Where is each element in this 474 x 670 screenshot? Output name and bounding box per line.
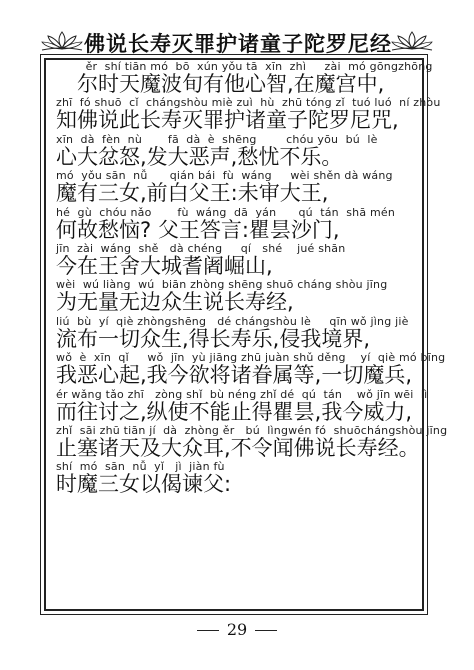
lotus-ornament-icon [40,30,84,54]
hanzi: 何故愁恼? 父王答言:瞿昙沙门, [56,217,340,242]
pinyin: zhī fó shuō cǐ chángshòu miè zuì hù zhū tóng zǐ tuó luó ní zhòu [56,96,441,110]
hanzi: 而往讨之,纵使不能止得瞿昙,我今威力, [56,399,413,424]
hanzi: 我恶心起,我今欲将诸眷属等,一切魔兵, [56,363,413,388]
text-line [56,387,428,424]
pinyin: shí mó sān nǚ yǐ jì jiàn fù [56,460,225,474]
pinyin: wèi wú liàng wú biān zhòng shēng shuō cháng shòu jīng [56,278,388,292]
hanzi: 心大忿怒,发大恶声,愁忧不乐。 [56,144,343,169]
text-line [56,278,416,314]
hanzi: 魔有三女,前白父王:未审大王, [56,181,329,206]
pinyin: xīn dà fèn nù fā dà è shēng chóu yōu bú lè [56,132,378,146]
text-line [56,351,446,388]
pinyin: jīn zài wáng shě dà chéng qí shé jué shān [56,241,346,255]
scripture-text [56,60,448,497]
hanzi: 今在王舍大城耆阇崛山, [56,253,273,278]
lotus-ornament-icon [390,30,434,54]
pinyin: ěr shí tiān mó bō xún yǒu tā xīn zhì zài mó gōngzhōng [56,60,433,73]
page-footer [0,620,474,639]
text-line [56,315,416,351]
pinyin: mó yǒu sān nǚ qián bái fù wáng wèi shěn dà wáng [56,169,393,183]
pinyin: zhǐ sāi zhū tiān jí dà zhòng ěr bú lìngwén fó shuōchángshòu jīng [56,423,448,437]
text-line [56,60,433,96]
pinyin: ér wǎng tǎo zhī zòng shǐ bù néng zhǐ dé qú tán wǒ jīn wēi lì [56,387,428,401]
text-line [56,96,441,133]
hanzi: 时魔三女以偈谏父: [56,472,232,497]
text-line [56,169,416,205]
hanzi: 为无量无边众生说长寿经, [56,290,294,315]
text-line [56,242,416,278]
hanzi: 尔时天魔波旬有他心智,在魔宫中, [56,72,385,96]
text-line [56,133,416,169]
page-header [40,24,434,58]
footer-dash-right [255,630,277,631]
pinyin: hé gù chóu nǎo fù wáng dā yán qú tán shā mén [56,205,396,219]
page-number: 29 [226,620,248,639]
text-line [56,423,448,460]
text-line [56,206,416,242]
pinyin: wǒ è xīn qǐ wǒ jīn yù jiāng zhū juàn shǔ děng yí qiè mó bīng [56,351,446,365]
hanzi: 止塞诸天及大众耳,不令闻佛说长寿经。 [56,435,420,460]
page-title: 佛说长寿灭罪护诸童子陀罗尼经 [84,31,392,56]
footer-dash-left [197,630,219,631]
text-line [56,460,416,496]
hanzi: 流布一切众生,得长寿乐,侵我境界, [56,326,371,351]
hanzi: 知佛说此长寿灭罪护诸童子陀罗尼咒, [56,108,399,133]
pinyin: liú bù yí qiè zhòngshēng dé chángshòu lè qīn wǒ jìng jiè [56,314,409,328]
